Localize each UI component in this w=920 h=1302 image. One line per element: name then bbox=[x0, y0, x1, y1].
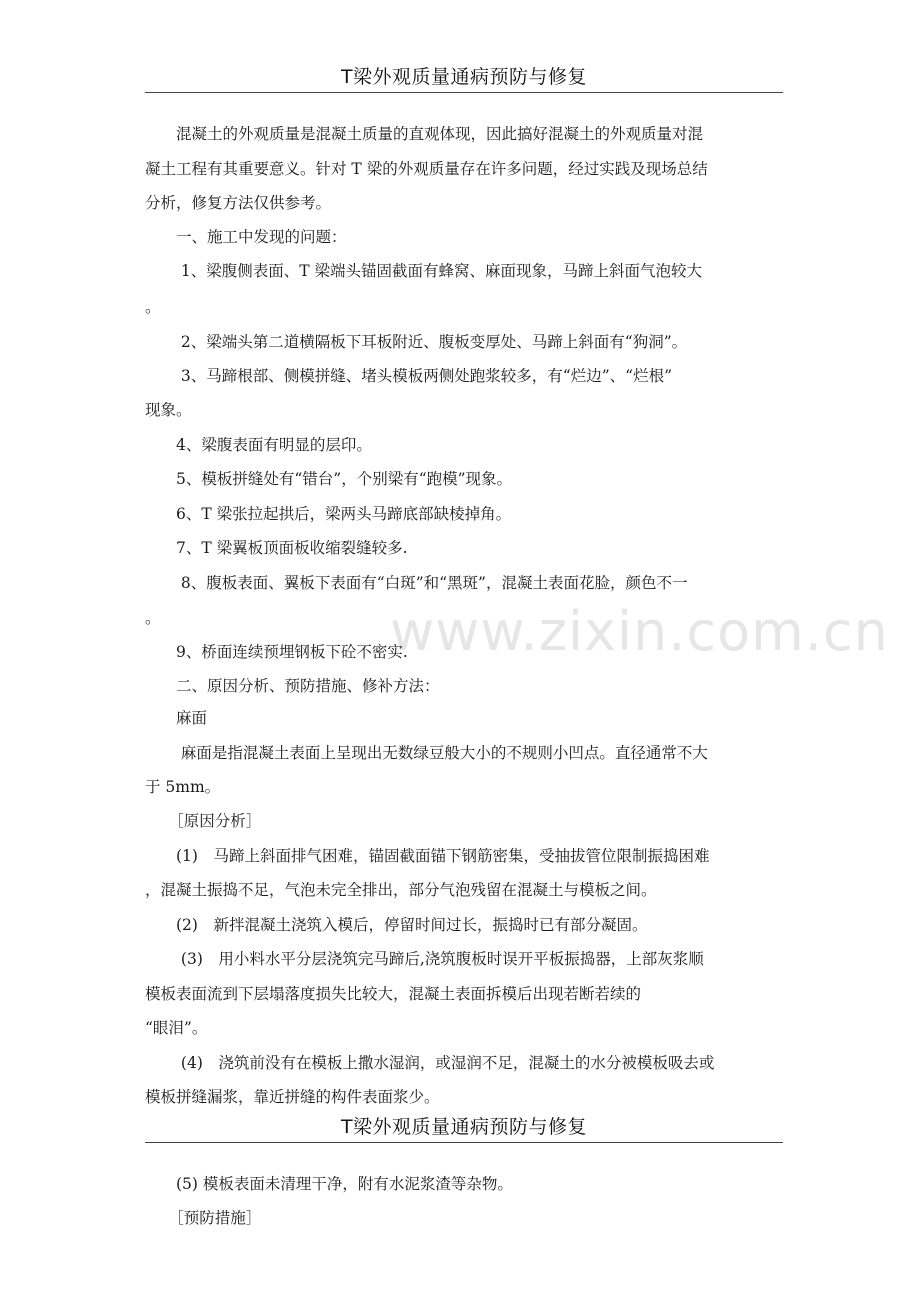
list-item: 4、梁腹表面有明显的层印。 bbox=[145, 436, 372, 454]
paragraph-line: 麻面是指混凝土表面上呈现出无数绿豆般大小的不规则小凹点。直径通常不大 bbox=[145, 744, 708, 762]
list-item: 3、马蹄根部、侧模拼缝、堵头模板两侧处跑浆较多，有“烂边”、“烂根” bbox=[145, 367, 672, 385]
list-item: (5) 模板表面未清理干净，附有水泥浆渣等杂物。 bbox=[145, 1175, 513, 1193]
paragraph-line: 。 bbox=[145, 298, 161, 316]
paragraph-line: 现象。 bbox=[145, 401, 192, 419]
paragraph-line: ，混凝土振捣不足，气泡未完全排出，部分气泡残留在混凝土与模板之间。 bbox=[145, 881, 657, 899]
list-item: 6、T 梁张拉起拱后，梁两头马蹄底部缺棱掉角。 bbox=[145, 505, 512, 523]
paragraph-line: 混凝土的外观质量是混凝土质量的直观体现，因此搞好混凝土的外观质量对混 bbox=[145, 125, 704, 143]
paragraph-line: 分析，修复方法仅供参考。 bbox=[145, 194, 332, 212]
paragraph-line: 。 bbox=[145, 609, 161, 627]
list-item: (3) 用小料水平分层浇筑完马蹄后,浇筑腹板时误开平板振捣器，上部灰浆顺 bbox=[145, 950, 704, 968]
list-item: 7、T 梁翼板顶面板收缩裂缝较多. bbox=[145, 539, 408, 557]
list-item: 1、梁腹侧表面、T 梁端头锚固截面有蜂窝、麻面现象，马蹄上斜面气泡较大 bbox=[145, 262, 703, 280]
watermark-text: www.zixin.com.cn bbox=[390, 600, 889, 663]
paragraph-line: 于 5mm。 bbox=[145, 778, 221, 796]
subsection-heading: 麻面 bbox=[145, 709, 208, 727]
page-header: T梁外观质量通病预防与修复 bbox=[145, 62, 783, 93]
list-item: (2) 新拌混凝土浇筑入模后，停留时间过长，振捣时已有部分凝固。 bbox=[145, 916, 648, 934]
paragraph-line: 模板表面流到下层塌落度损失比较大，混凝土表面拆模后出现若断若续的 bbox=[145, 985, 642, 1003]
section-heading: 二、原因分析、预防措施、修补方法： bbox=[145, 677, 440, 695]
subsection-heading: ［预防措施］ bbox=[145, 1209, 262, 1227]
paragraph-line: “眼泪”。 bbox=[145, 1019, 208, 1037]
paragraph-line: 凝土工程有其重要意义。针对 T 梁的外观质量存在许多问题，经过实践及现场总结 bbox=[145, 160, 708, 178]
paragraph-line: 模板拼缝漏浆，靠近拼缝的构件表面浆少。 bbox=[145, 1088, 440, 1106]
list-item: 9、桥面连续预埋钢板下砼不密实. bbox=[145, 643, 408, 661]
list-item: (1) 马蹄上斜面排气困难，锚固截面锚下钢筋密集，受抽拔管位限制振捣困难 bbox=[145, 847, 710, 865]
list-item: 2、梁端头第二道横隔板下耳板附近、腹板变厚处、马蹄上斜面有“狗洞”。 bbox=[145, 333, 688, 351]
list-item: (4) 浇筑前没有在模板上撒水湿润，或湿润不足，混凝土的水分被模板吸去或 bbox=[145, 1054, 715, 1072]
subsection-heading: ［原因分析］ bbox=[145, 812, 262, 830]
list-item: 5、模板拼缝处有“错台”，个别梁有“跑模”现象。 bbox=[145, 470, 513, 488]
page-header: T梁外观质量通病预防与修复 bbox=[145, 1112, 783, 1143]
list-item: 8、腹板表面、翼板下表面有“白斑”和“黑斑”，混凝土表面花脸，颜色不一 bbox=[145, 574, 688, 592]
section-heading: 一、施工中发现的问题： bbox=[145, 228, 347, 246]
